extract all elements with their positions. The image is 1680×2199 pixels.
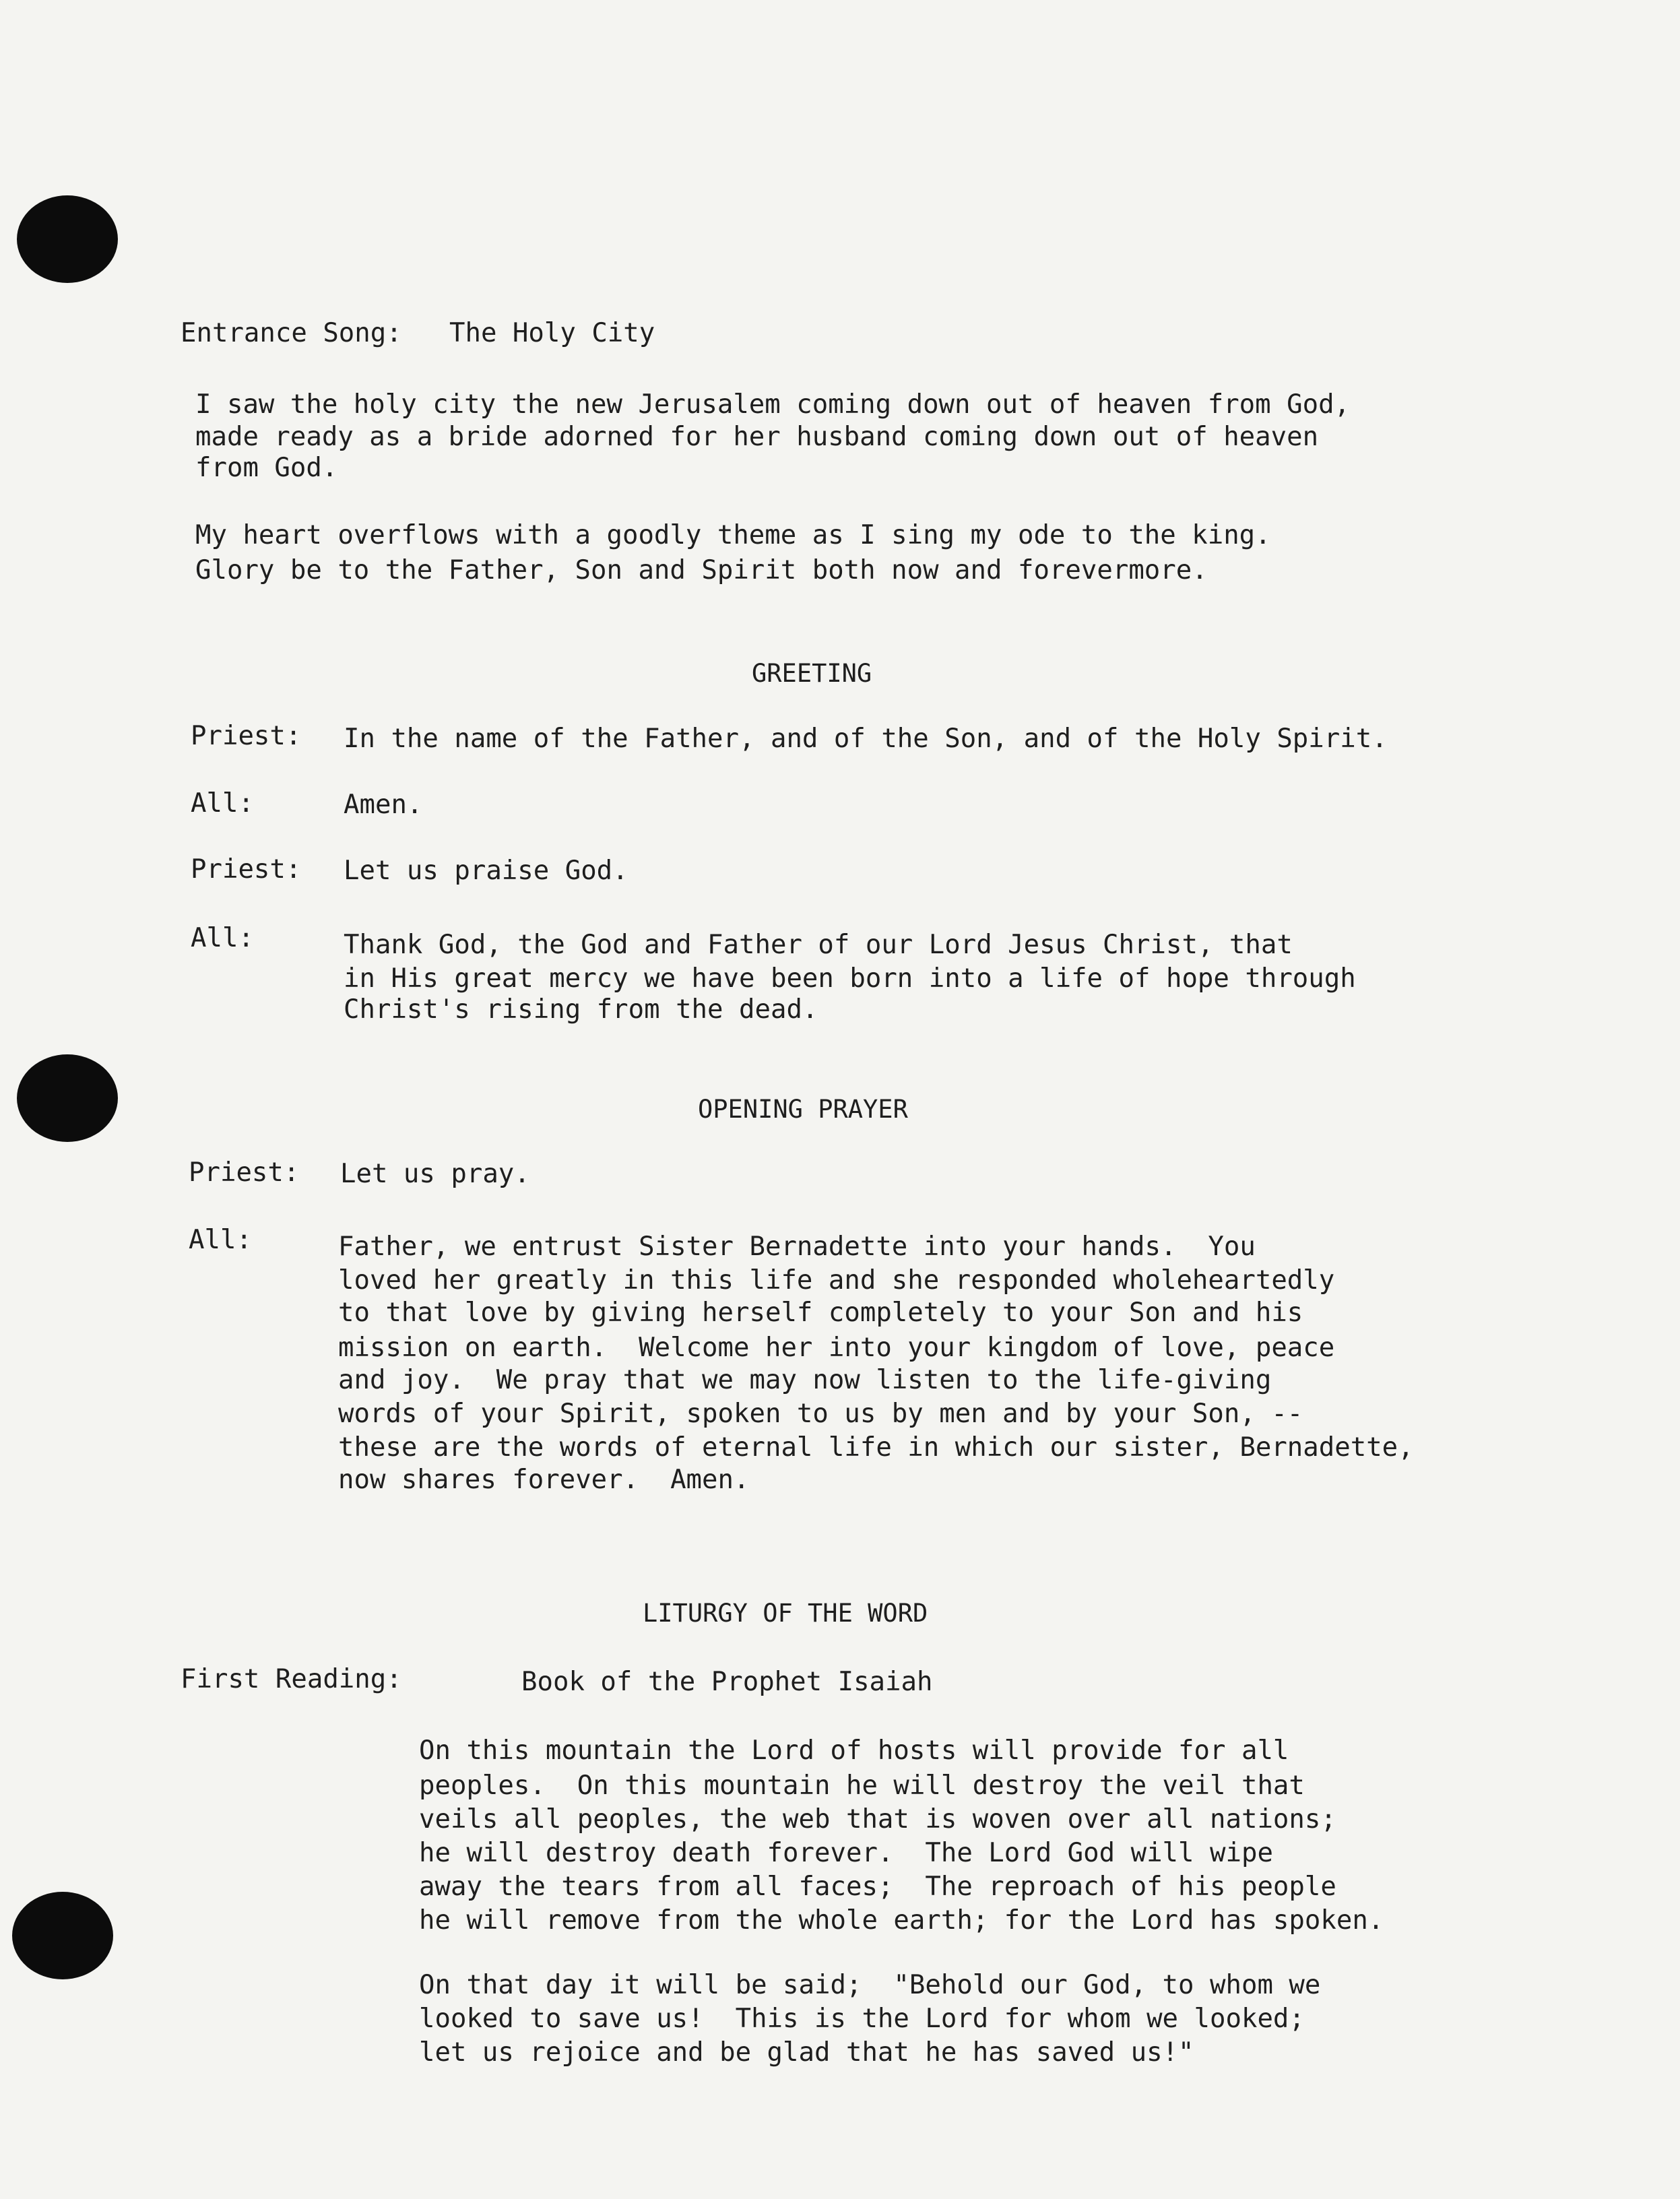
speaker-label: All:	[191, 788, 254, 819]
entrance-song-title: The Holy City	[449, 318, 655, 348]
speaker-label: Priest:	[191, 854, 302, 885]
verse-line: made ready as a bride adorned for her husband coming down out of heaven	[195, 422, 1319, 452]
dialogue-line: Father, we entrust Sister Bernadette into your hands. You	[338, 1232, 1256, 1262]
first-reading-label: First Reading:	[181, 1664, 402, 1694]
reading-line: peoples. On this mountain he will destroy the veil that	[419, 1771, 1305, 1801]
verse-line: from God.	[195, 453, 338, 483]
dialogue-line: to that love by giving herself completely to your Son and his	[338, 1298, 1303, 1328]
entrance-song-label: Entrance Song:	[181, 318, 402, 348]
dialogue-line: Let us pray.	[340, 1159, 530, 1189]
speaker-label: Priest:	[191, 721, 302, 751]
dialogue-line: Amen.	[344, 790, 423, 820]
dialogue-line: words of your Spirit, spoken to us by men and by your Son, --	[338, 1399, 1303, 1429]
reading-line: veils all peoples, the web that is woven over all nations;	[419, 1804, 1336, 1835]
reading-line: let us rejoice and be glad that he has saved us!"	[419, 2037, 1194, 2068]
verse-line: Glory be to the Father, Son and Spirit both now and forevermore.	[195, 555, 1208, 585]
speaker-label: Priest:	[189, 1157, 300, 1188]
dialogue-line: and joy. We pray that we may now listen to the life-giving	[338, 1365, 1272, 1395]
dialogue-line: mission on earth. Welcome her into your kingdom of love, peace	[338, 1333, 1335, 1363]
dialogue-line: loved her greatly in this life and she responded wholeheartedly	[338, 1265, 1335, 1296]
first-reading-source: Book of the Prophet Isaiah	[521, 1667, 933, 1697]
speaker-label: All:	[189, 1225, 252, 1255]
punch-hole-middle	[17, 1054, 118, 1142]
reading-line: he will destroy death forever. The Lord God will wipe	[419, 1838, 1273, 1868]
dialogue-line: Christ's rising from the dead.	[344, 994, 818, 1025]
dialogue-line: now shares forever. Amen.	[338, 1465, 750, 1495]
greeting-heading: GREETING	[752, 659, 872, 688]
opening-prayer-heading: OPENING PRAYER	[698, 1095, 908, 1124]
dialogue-line: In the name of the Father, and of the Son, and of the Holy Spirit.	[344, 724, 1388, 754]
punch-hole-top	[17, 195, 118, 283]
dialogue-line: in His great mercy we have been born into a life of hope through	[344, 963, 1356, 994]
liturgy-heading: LITURGY OF THE WORD	[643, 1599, 928, 1628]
dialogue-line: these are the words of eternal life in which our sister, Bernadette,	[338, 1432, 1414, 1463]
reading-line: he will remove from the whole earth; for the Lord has spoken.	[419, 1905, 1384, 1936]
reading-line: looked to save us! This is the Lord for whom we looked;	[419, 2004, 1305, 2034]
punch-hole-bottom	[12, 1892, 113, 1979]
reading-line: On that day it will be said; "Behold our God, to whom we	[419, 1970, 1321, 2000]
dialogue-line: Thank God, the God and Father of our Lord Jesus Christ, that	[344, 930, 1293, 960]
verse-line: My heart overflows with a goodly theme as I sing my ode to the king.	[195, 520, 1271, 550]
dialogue-line: Let us praise God.	[344, 856, 628, 886]
reading-line: On this mountain the Lord of hosts will provide for all	[419, 1735, 1289, 1766]
verse-line: I saw the holy city the new Jerusalem coming down out of heaven from God,	[195, 389, 1351, 420]
reading-line: away the tears from all faces; The reproach of his people	[419, 1872, 1336, 1902]
speaker-label: All:	[191, 923, 254, 953]
